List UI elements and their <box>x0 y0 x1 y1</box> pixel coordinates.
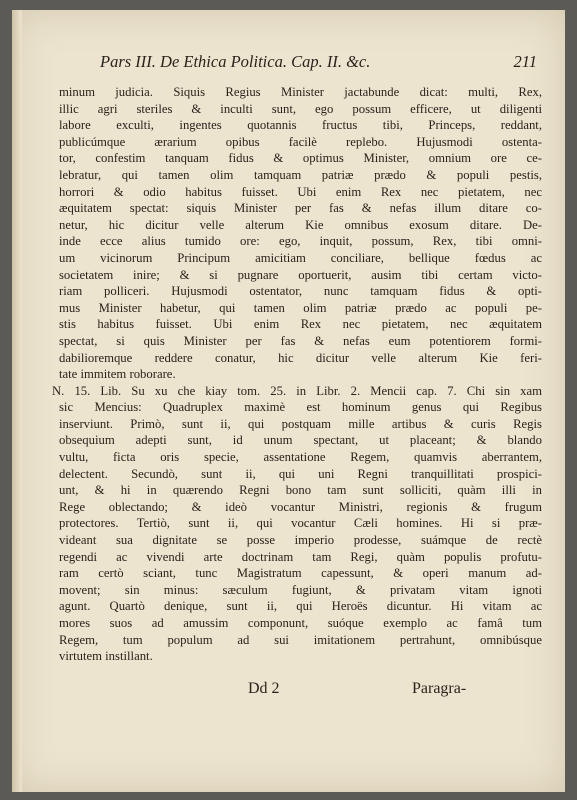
text-line: ram certò sciant, tunc Magistratum capessunt, & operi manum ad- <box>59 566 542 581</box>
text-line: stis habitus fuisset. Ubi enim Rex nec pietatem, nec æquitatem <box>59 317 542 332</box>
text-line: unt, & hi in quærendo Regni bono tam sunt solliciti, quàm illi in <box>59 483 542 498</box>
text-line: virtutem instillant. <box>59 649 153 664</box>
text-line: horrori & odio habitus fuisset. Ubi enim Rex nec pietatem, nec <box>59 184 542 199</box>
text-line: Rege oblectando; & ideò vocantur Ministri, regionis & frugum <box>59 499 542 514</box>
text-line: societatem inire; & si pugnare oportuerit, ausim tibi certam victo- <box>59 267 542 282</box>
page-number: 211 <box>513 52 537 71</box>
text-line: mores suos ad amussim componunt, suóque exemplo ac famâ tum <box>59 616 542 630</box>
text-line: Regem, tum populum ad sui imitationem pertrahunt, omnibúsque <box>59 632 542 647</box>
signature-mark: Dd 2 <box>248 680 280 697</box>
book-page <box>12 10 565 792</box>
text-line: obsequium adepti sunt, id unum spectant, ut placeant; & blando <box>59 433 542 448</box>
text-line: inde ecce alius tumido ore: ego, inquit, possum, Rex, tibi omni- <box>59 234 542 249</box>
page-gutter <box>12 10 22 792</box>
text-line: riam polliceri. Hujusmodi ostentator, nunc tamquam fidus & opti- <box>59 284 542 299</box>
text-line: dabilioremque reddere conatur, hic dicitur velle alterum Kie feri- <box>59 350 542 365</box>
text-line: minum judicia. Siquis Regius Minister jactabunde dicat: multi, Rex, <box>59 85 542 99</box>
text-line: netur, hic dicitur velle alterum Kie omnibus exosum ditare. De- <box>59 217 542 232</box>
text-line: mus Minister habetur, qui tamen olim patriæ prædo ac populi pe- <box>59 300 542 315</box>
text-line: vultu, ficta oris specie, assentatione Regem, quamvis aberrantem, <box>59 450 542 465</box>
text-line: sic Mencius: Quadruplex maximè est hominum genus qui Regibus <box>59 400 542 415</box>
text-line: agunt. Quartò denique, sunt ii, qui Heroës dicuntur. Hi vitam ac <box>59 599 542 614</box>
text-line: tate immitem roborare. <box>59 367 176 382</box>
text-line: N. 15. Lib. Su xu che kiay tom. 25. in Libr. 2. Mencii cap. 7. Chi sin xam <box>52 383 542 398</box>
text-line: protectores. Tertiò, sunt ii, qui vocantur Cæli homines. Hi si præ- <box>59 516 542 531</box>
text-line: publicúmque ærarium opibus facilè replebo. Hujusmodi ostenta- <box>59 134 542 149</box>
running-header <box>100 52 545 72</box>
text-line: labore exculti, ingentes quotannis fructus tibi, Princeps, reddant, <box>59 118 542 133</box>
text-line: inserviunt. Primò, sunt ii, qui postquam mille artibus & curis Regis <box>59 416 542 431</box>
running-title: Pars III. De Ethica Politica. Cap. II. &c. <box>100 52 371 71</box>
text-line: um vicinorum Principum amicitiam conciliare, bellique fœdus ac <box>59 250 542 265</box>
text-line: tor, confestim tanquam fidus & optimus Minister, omnium ore ce- <box>59 151 542 166</box>
body-text <box>52 84 542 665</box>
catchword: Paragra- <box>412 680 467 697</box>
text-line: movent; sin minus: sæculum fugiunt, & privatam vitam ignoti <box>59 582 542 597</box>
text-line: spectat, si quis Minister per fas & nefas eum potentiorem formi- <box>59 333 542 348</box>
text-line: æquitatem spectat: siquis Minister per fas & nefas illum ditare co- <box>59 201 542 216</box>
text-line: regendi ac vivendi arte doctrinam tam Regi, quàm populis profutu- <box>59 549 542 564</box>
text-line: illic agri steriles & inculti sunt, ego possum efficere, ut diligenti <box>59 101 542 116</box>
text-line: lebratur, qui tamen olim tamquam patriæ prædo & populi pestis, <box>59 167 542 182</box>
text-line: delectent. Secundò, sunt ii, qui uni Regni tranquillitati prospici- <box>59 466 542 481</box>
text-line: videant sua dignitate se posse imperio prodesse, suámque de rectè <box>59 533 542 548</box>
